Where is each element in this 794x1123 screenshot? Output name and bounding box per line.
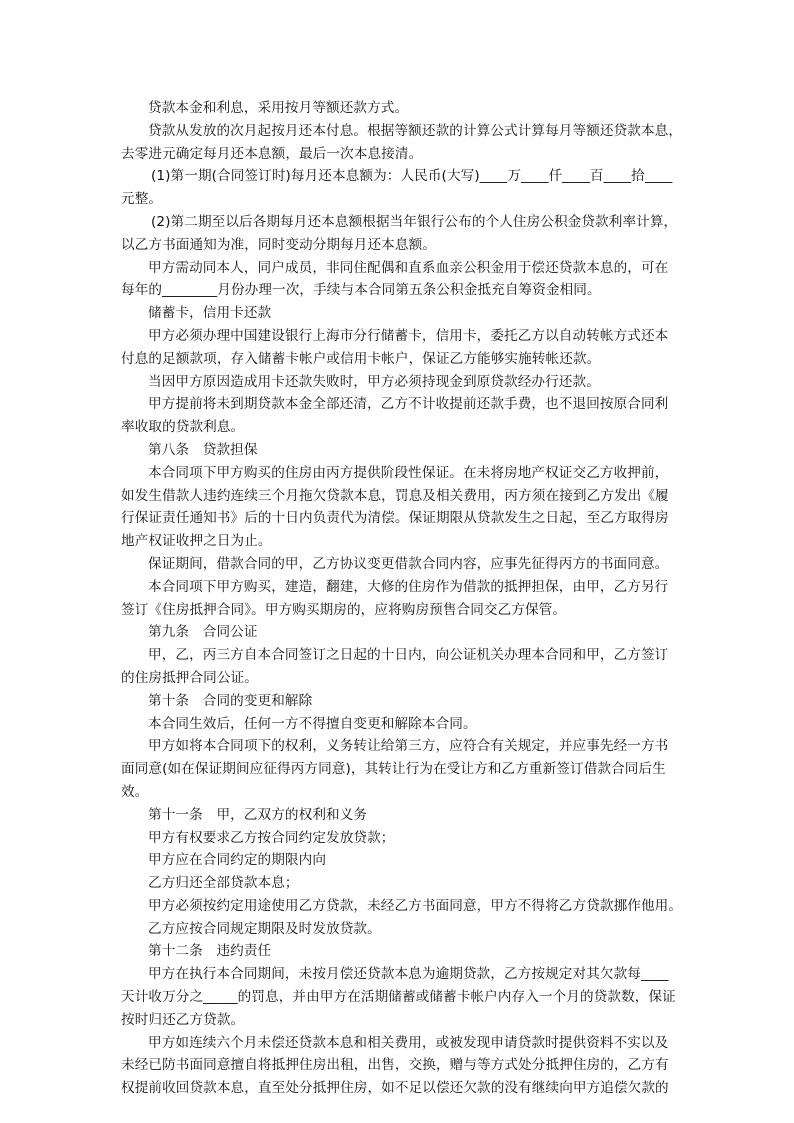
paragraph-line: 甲方在执行本合同期间，未按月偿还贷款本息为逾期贷款，乙方按规定对其欠款每____: [148, 966, 669, 983]
paragraph-line: (1)第一期(合同签订时)每月还本息额为：人民币(大写)____万____仟____百____拾____: [151, 168, 673, 185]
paragraph-line: 甲方必须办理中国建设银行上海市分行储蓄卡，信用卡，委托乙方以自动转帐方式还本: [148, 327, 669, 344]
paragraph-line: (2)第二期至以后各期每月还本息额根据当年银行公布的个人住房公积金贷款利率计算，: [151, 213, 678, 230]
paragraph-line: 甲方提前将未到期贷款本金全部还清，乙方不计收提前还款手费，也不退回按原合同利: [148, 396, 669, 413]
article-heading: 第八条 贷款担保: [148, 441, 258, 458]
paragraph-line: 权提前收回贷款本息，直至处分抵押住房，如不足以偿还欠款的没有继续向甲方追偿欠款的: [121, 1080, 669, 1097]
paragraph-line: 本合同项下甲方购买，建造，翻建，大修的住房作为借款的抵押担保，由甲，乙方另行: [148, 578, 669, 595]
paragraph-line: 按时归还乙方贷款。: [121, 1011, 245, 1028]
paragraph-line: 如发生借款人违约连续三个月拖欠贷款本息，罚息及相关费用，丙方须在接到乙方发出《履: [121, 487, 669, 504]
paragraph-line: 当因甲方原因造成用卡还款失败时，甲方必须持现金到原贷款经办行还款。: [148, 373, 600, 390]
paragraph-line: 贷款本金和利息，采用按月等额还款方式。: [148, 100, 409, 116]
paragraph-line: 本合同生效后，任何一方不得擅自变更和解除本合同。: [148, 715, 477, 732]
article-heading: 第十一条 甲，乙双方的权利和义务: [148, 806, 368, 823]
article-heading: 第十二条 违约责任: [148, 943, 272, 960]
paragraph-line: 乙方应按合同规定期限及时发放贷款。: [148, 920, 381, 937]
paragraph-line: 甲方必须按约定用途使用乙方贷款，未经乙方书面同意，甲方不得将乙方贷款挪作他用。: [148, 897, 683, 914]
paragraph-line: 去零进元确定每月还本息额，最后一次本息接清。: [121, 145, 423, 162]
paragraph-line: 保证期间，借款合同的甲，乙方协议变更借款合同内容，应事先征得丙方的书面同意。: [148, 555, 669, 572]
article-heading: 第九条 合同公证: [148, 624, 258, 641]
paragraph-line: 甲方如连续六个月未偿还贷款本息和相关费用，或被发现申请贷款时提供资料不实以及: [148, 1034, 669, 1051]
paragraph-line: 甲方应在合同约定的期限内向: [148, 852, 327, 869]
paragraph-line: 天计收万分之_____的罚息，并由甲方在活期储蓄或储蓄卡帐户内存入一个月的贷款数，保证: [121, 989, 676, 1006]
paragraph-line: 未经已防书面同意擅自将抵押住房出租，出售，交换，赠与等方式处分抵押住房的，乙方有: [121, 1057, 669, 1074]
paragraph-line: 率收取的贷款利息。: [121, 419, 245, 436]
paragraph-line: 本合同项下甲方购买的住房由丙方提供阶段性保证。在未将房地产权证交乙方收押前，: [148, 464, 669, 481]
paragraph-line: 乙方归还全部贷款本息；: [148, 875, 299, 892]
paragraph-line: 的住房抵押合同公证。: [121, 669, 258, 686]
paragraph-line: 甲方如将本合同项下的权利，义务转让给第三方，应符合有关规定，并应事先经一方书: [148, 738, 669, 755]
paragraph-line: 元整。: [121, 191, 163, 208]
paragraph-line: 效。: [121, 783, 149, 800]
paragraph-line: 付息的足额款项，存入储蓄卡帐户或信用卡帐户，保证乙方能够实施转帐还款。: [121, 350, 601, 367]
paragraph-line: 甲方需动同本人，同户成员，非同住配偶和直系血亲公积金用于偿还贷款本息的，可在: [148, 259, 669, 276]
paragraph-line: 甲，乙，丙三方自本合同签订之日起的十日内，向公证机关办理本合同和甲，乙方签订: [148, 647, 669, 664]
paragraph-line: 签订《住房抵押合同》。甲方购买期房的，应将购房预售合同交乙方保管。: [121, 601, 567, 618]
section-heading: 储蓄卡，信用卡还款: [148, 305, 272, 322]
paragraph-line: 贷款从发放的次月起按月还本付息。根据等额还款的计算公式计算每月等额还贷款本息，: [148, 122, 683, 139]
paragraph-line: 行保证责任通知书》后的十日内负责代为清偿。保证期限从贷款发生之日起，至乙方取得房: [121, 510, 669, 527]
paragraph-line: 面同意(如在保证期间应征得丙方同意)，其转让行为在受让方和乙方重新签订借款合同后生: [121, 761, 666, 778]
paragraph-line: 每年的________月份办理一次，手续与本合同第五条公积金抵充自筹资金相同。: [121, 282, 601, 299]
paragraph-line: 以乙方书面通知为准，同时变动分期每月还本息额。: [121, 236, 436, 253]
article-heading: 第十条 合同的变更和解除: [148, 692, 313, 709]
paragraph-line: 地产权证收押之日为止。: [121, 533, 272, 550]
paragraph-line: 甲方有权要求乙方按合同约定发放贷款；: [148, 829, 395, 846]
